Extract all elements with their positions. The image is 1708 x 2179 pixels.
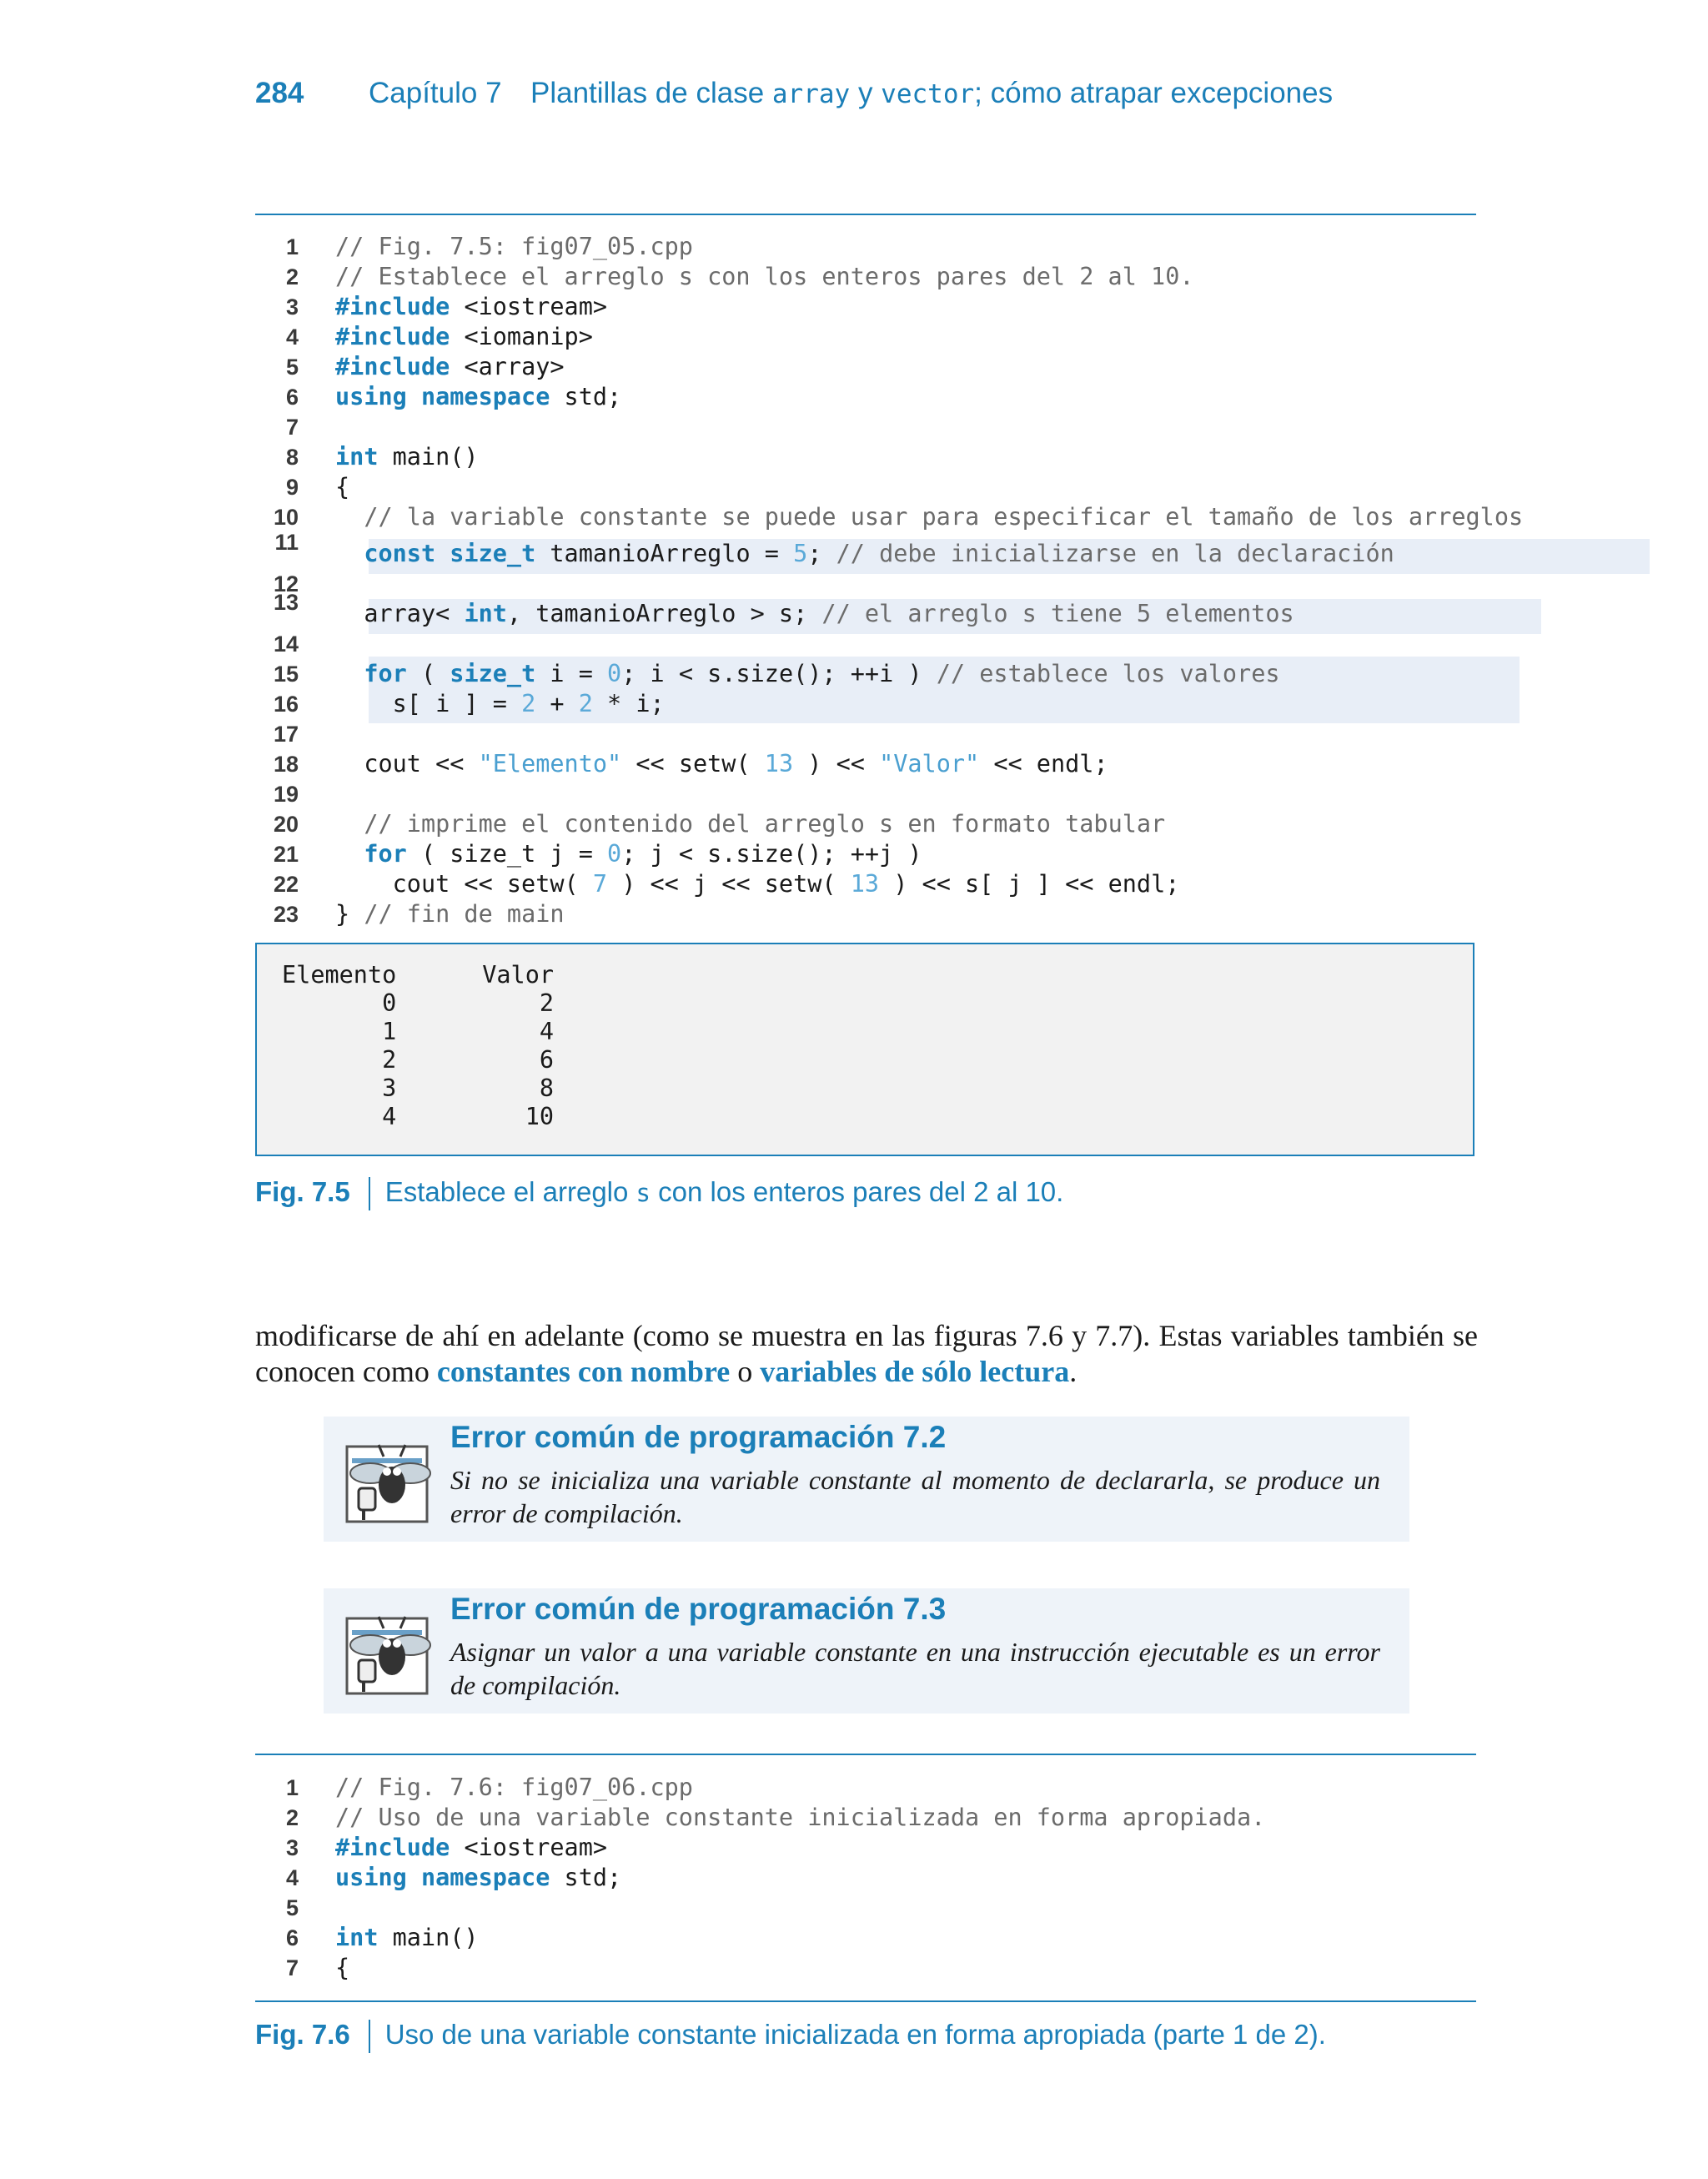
line-number: 21 bbox=[273, 842, 299, 867]
code-text: // la variable constante se puede usar para especificar el tamaño de los arreglos bbox=[364, 503, 1524, 531]
code-text: for ( size_t j = 0; j < s.size(); ++j ) bbox=[364, 840, 922, 868]
common-error-7-2 bbox=[324, 1417, 1409, 1542]
line-number: 14 bbox=[273, 632, 299, 657]
code-text: { bbox=[335, 473, 350, 501]
caption-text: Uso de una variable constante inicializada en forma apropiada (parte 1 de 2). bbox=[384, 2019, 1326, 2050]
chapter-title-code: vector bbox=[881, 79, 975, 109]
line-number: 15 bbox=[273, 662, 299, 687]
program-output bbox=[255, 943, 1474, 1156]
caption-divider bbox=[369, 2020, 370, 2053]
line-number: 16 bbox=[273, 692, 299, 717]
code-text: // Fig. 7.6: fig07_06.cpp bbox=[335, 1774, 693, 1801]
line-number: 22 bbox=[273, 872, 299, 897]
error-title: Error común de programación 7.2 bbox=[450, 1420, 947, 1454]
line-number: 6 bbox=[285, 1925, 299, 1950]
code-text: using namespace std; bbox=[335, 1864, 622, 1891]
running-header bbox=[255, 77, 1474, 127]
code-text: int main() bbox=[335, 443, 479, 471]
code-text: #include <iomanip> bbox=[335, 323, 593, 350]
code-text: #include <iostream> bbox=[335, 1834, 608, 1861]
code-text: cout << "Elemento" << setw( 13 ) << "Valor" << endl; bbox=[335, 750, 1108, 777]
common-error-7-3 bbox=[324, 1588, 1409, 1714]
output-line: 1 4 bbox=[282, 1018, 555, 1045]
line-number: 9 bbox=[285, 475, 299, 500]
code-text: const size_t tamanioArreglo = 5; // debe inicializarse en la declaración bbox=[364, 540, 1394, 567]
caption-code: s bbox=[635, 1179, 651, 1207]
output-line: 2 6 bbox=[282, 1046, 555, 1074]
figure-label: Fig. 7.5 bbox=[255, 1176, 350, 1207]
bug-thumbs-down-icon bbox=[345, 1613, 435, 1697]
line-number: 20 bbox=[273, 812, 299, 837]
listing-bottom-rule bbox=[255, 2000, 1476, 2002]
key-term: constantes con nombre bbox=[436, 1355, 731, 1388]
line-number: 4 bbox=[285, 1865, 299, 1890]
line-number: 3 bbox=[285, 294, 299, 320]
line-number: 5 bbox=[285, 355, 299, 380]
code-text: for ( size_t i = 0; i < s.size(); ++i ) // establece los valores bbox=[364, 660, 1280, 687]
chapter-title-code: array bbox=[771, 79, 851, 109]
code-text: using namespace std; bbox=[335, 383, 622, 410]
chapter-title bbox=[530, 77, 1333, 110]
chapter-title-part: Plantillas de clase bbox=[530, 77, 772, 109]
line-number: 12 bbox=[273, 571, 299, 596]
caption-divider bbox=[369, 1177, 370, 1210]
line-number: 17 bbox=[273, 722, 299, 747]
code-text: } // fin de main bbox=[335, 900, 565, 928]
line-number: 10 bbox=[273, 505, 299, 530]
code-text: // Establece el arreglo s con los enteros pares del 2 al 10. bbox=[335, 263, 1194, 290]
line-number: 13 bbox=[273, 590, 299, 615]
output-line: 3 8 bbox=[282, 1074, 555, 1102]
error-title: Error común de programación 7.3 bbox=[450, 1592, 947, 1626]
key-term: variables de sólo lectura bbox=[760, 1355, 1070, 1388]
chapter-label: Capítulo 7 bbox=[369, 77, 502, 109]
caption-text: Establece el arreglo bbox=[384, 1176, 636, 1207]
line-number: 5 bbox=[285, 1895, 299, 1920]
line-number: 3 bbox=[285, 1835, 299, 1860]
figure-label: Fig. 7.6 bbox=[255, 2019, 350, 2050]
code-text: array< int, tamanioArreglo > s; // el arreglo s tiene 5 elementos bbox=[335, 600, 1294, 627]
code-text: // imprime el contenido del arreglo s en formato tabular bbox=[364, 810, 1166, 838]
line-number: 7 bbox=[285, 415, 299, 440]
code-text: s[ i ] = 2 + 2 * i; bbox=[335, 690, 665, 717]
listing-top-rule bbox=[255, 214, 1476, 215]
code-text: { bbox=[335, 1954, 350, 1981]
error-body: Asignar un valor a una variable constante en una instrucción ejecutable es un error de compilación. bbox=[450, 1637, 1380, 1700]
line-number: 19 bbox=[273, 782, 299, 807]
line-number: 7 bbox=[285, 1955, 299, 1980]
chapter-title-part: y bbox=[850, 77, 882, 109]
line-number: 2 bbox=[285, 1805, 299, 1830]
code-text: int main() bbox=[335, 1924, 479, 1951]
code-text: // Uso de una variable constante inicializada en forma apropiada. bbox=[335, 1804, 1266, 1831]
line-number: 6 bbox=[285, 385, 299, 410]
output-line: Elemento Valor bbox=[282, 961, 555, 989]
figure-caption-7-6 bbox=[255, 2019, 1326, 2053]
code-text: // Fig. 7.5: fig07_05.cpp bbox=[335, 233, 693, 260]
line-number: 1 bbox=[285, 1775, 299, 1800]
line-number: 8 bbox=[285, 445, 299, 470]
line-number: 4 bbox=[285, 325, 299, 350]
code-text: #include <iostream> bbox=[335, 293, 608, 320]
output-line: 0 2 bbox=[282, 989, 555, 1017]
line-number: 18 bbox=[273, 752, 299, 777]
body-paragraph bbox=[255, 1318, 1478, 1390]
paragraph-text: modificarse de ahí en adelante (como se muestra en las figuras 7.6 y 7.7). Estas variables también se conocen como bbox=[255, 1319, 1478, 1388]
bug-thumbs-down-icon bbox=[345, 1442, 435, 1525]
code-text: #include <array> bbox=[335, 353, 565, 380]
line-number: 11 bbox=[274, 530, 299, 555]
paragraph-text: o bbox=[730, 1355, 761, 1388]
output-line: 4 10 bbox=[282, 1103, 555, 1130]
paragraph-text: . bbox=[1069, 1355, 1078, 1388]
page-number: 284 bbox=[255, 77, 304, 109]
line-number: 2 bbox=[285, 264, 299, 289]
code-text: cout << setw( 7 ) << j << setw( 13 ) << s[ j ] << endl; bbox=[335, 870, 1180, 898]
line-number: 23 bbox=[273, 902, 299, 927]
chapter-title-part: ; cómo atrapar excepciones bbox=[974, 77, 1334, 109]
line-number: 1 bbox=[285, 234, 299, 259]
listing-top-rule bbox=[255, 1754, 1476, 1755]
caption-text: con los enteros pares del 2 al 10. bbox=[651, 1176, 1064, 1207]
error-body: Si no se inicializa una variable constante al momento de declararla, se produce un error de compilación. bbox=[450, 1465, 1380, 1528]
figure-caption-7-5 bbox=[255, 1176, 1063, 1210]
